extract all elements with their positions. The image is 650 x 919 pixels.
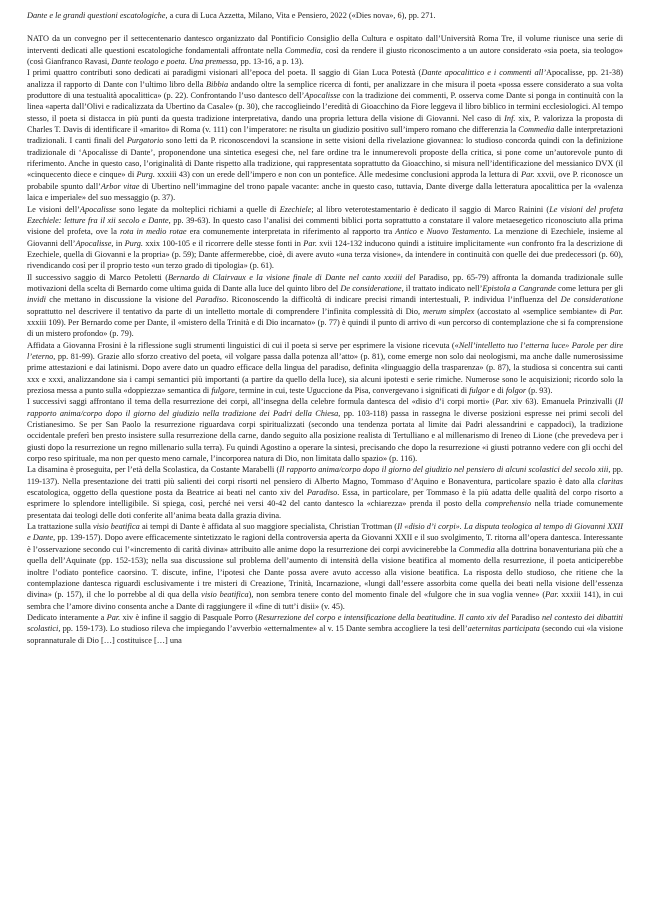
italic-text: comprehensio xyxy=(484,499,532,509)
italic-text: Antico xyxy=(395,227,417,237)
text-run: , termine in cui, teste Uguccione da Pisa, convergevano i significati di xyxy=(235,386,470,395)
text-run: xxxiii 109). Per Bernardo come per Dante, il «mistero della Trinità e di Dio incarnato» (p. 77) è quindi il punto di arrivo di «un percorso di contemplazione che si fa comprensione di un mistero profondo» (p. 79). xyxy=(27,317,623,339)
text-run: , pp. 139-157). Dopo avere efficacemente sintetizzato le ragioni della controversia aperta da Giovanni XXII e il suo svolgimento, T. ritorna all’opera dantesca. Interessante è l’osservazione secondo cui l’«incremento di carità divina» attribuito alle anime dopo la resurrezione dei corpi avvicinerebbe la xyxy=(27,533,623,554)
italic-text: Il rapporto anima/corpo dopo il giorno del giudizio nel pensiero di alcuni scolastici del secolo xiii xyxy=(279,465,609,475)
text-run: che mettano in discussione la visione del xyxy=(45,295,196,305)
italic-text: Ezechiele xyxy=(279,204,312,214)
text-run: , pp. 39-63). In questo caso l’analisi dei commenti biblici porta soprattutto a constatare il valore metaesegetico riconosciuto alla prima visione del profeta, ove la xyxy=(27,215,623,237)
text-run: sono legate da molteplici richiami a quelle di xyxy=(115,204,280,214)
italic-text: Commedia xyxy=(284,45,321,55)
text-run: Affidata a Giovanna Frosini è la riflessione sugli strumenti linguistici di cui il poeta si serve per esprimere la visione ricevuta (« xyxy=(27,340,459,350)
text-run: Il successivo saggio di Marco Petoletti ( xyxy=(27,272,168,282)
text-run: ; al libro veterotestamentario è dedicato il saggio di Marco Rainini ( xyxy=(311,204,550,214)
text-run: , pp. 159-173). Lo studioso rileva che impiegando l’avverbio «etternalmente» al v. 15 Dante sembra accogliere la tesi dell’ xyxy=(58,624,468,634)
text-run: ai tempi di Dante è affidata al suo maggiore specialista, Christian Trottman ( xyxy=(139,522,398,532)
text-run: NATO da un convegno per il settecentenario dantesco organizzato dal Pontificio Consiglio della Cultura e ospitato dall’Università Roma Tre, il volume riunisce una serie di interventi dedicati alle questioni escatologiche fondamentali affrontate nella xyxy=(27,34,623,55)
italic-text: Inf. xyxy=(504,113,516,123)
italic-text: Arbor vitae xyxy=(100,181,140,191)
text-run: Le visioni dell’ xyxy=(27,204,80,214)
paragraph xyxy=(27,340,623,397)
italic-text: Paradiso xyxy=(195,295,227,305)
text-run: xxxiii 141), in cui sembra che l’amore divino consenta anche a Dante di raggiungere il «fine di tutt’i disii» (v. 45). xyxy=(27,590,624,611)
italic-text: visio beatifica xyxy=(201,590,249,600)
text-run: , pp. 81-99). Grazie allo sforzo creativo del poeta, «il volgare passa dalla potenza all’atto» (p. 81), come emerge non solo dai neologismi, ma anche dalle numerosissime prime attestazioni e dai latinismi. Dopo avere dato un quadro efficace della lingua del paradiso, definita «linguaggio della trasparenza» (p. 87), la studiosa si concentra sui canti xxx e xxxi, analizzandone sia i campi semantici più importanti (a partire da quello della luce), sia alcuni ipotesti e serie rimiche. Numerose sono le acquisizioni; ricordo solo la preziosa messa a punto sulla «doppiezza» semantica di xyxy=(27,351,623,395)
italic-text: Nell’intelletto tuo l’etterna luce» Parole per dire l’eterno xyxy=(27,340,623,361)
text-run: . La menzione di Ezechiele, insieme al Giovanni dell’ xyxy=(27,227,624,248)
book-title: Dante e le grandi questioni escatologiche xyxy=(27,11,166,20)
italic-text: Dante teologo e poeta. Una premessa xyxy=(111,57,237,67)
text-run: xxxiii 43) con un erede dell’impero e non con un pontefice. Alle medesime conclusioni approda la lettura di xyxy=(154,170,522,180)
italic-text: claritas xyxy=(597,476,623,486)
text-run: era comunemente interpretata in riferimento al rapporto tra xyxy=(186,227,396,237)
text-run: , il trattato indicato nell’ xyxy=(401,283,483,293)
text-run: di Ubertino nell’immagine del trono papale vacante: anche in questo caso, tuttavia, Dante diverge dalla letteratura apocalittica per la «valenza laica e imperiale» del suo messaggio (p. 37). xyxy=(27,181,623,203)
text-run: I successivi saggi affrontano il tema della resurrezione dei corpi, all’insegna della celebre formula dantesca del «disio d’i corpi morti» ( xyxy=(27,397,496,407)
text-run: soprattutto nel descrivere il tentativo da parte di un intelletto mortale di comprendere l’infinita complessità di Dio, xyxy=(27,306,424,316)
text-run: (accostato al «semplice sembiante» di xyxy=(474,306,610,316)
italic-text: Par. xyxy=(609,306,623,316)
text-run: Paradiso, pp. 65-79) affronta la domanda tradizionale sulle motivazioni della scelta di Bernardo come ultima guida di Dante alla luce del quinto libro del xyxy=(27,272,623,293)
italic-text: Il «disio d’i corpi». La disputa teologica al tempo di Giovanni XXII e Dante xyxy=(27,522,624,543)
text-run: come lettura per gli xyxy=(555,283,623,293)
text-run: xiv è infine il saggio di Pasquale Porro ( xyxy=(120,612,258,622)
italic-text: Commedia xyxy=(518,125,555,135)
text-run: dalle interpretazioni tradizionali. I canti finali del xyxy=(27,125,624,146)
italic-text: Dante apocalittico e i commenti all’ xyxy=(421,68,547,78)
text-run: ), non sembra tenere conto del momento finale del «fulgore che in sua voglia venne» ( xyxy=(248,590,546,600)
text-run: Apocalisse, pp. 21-38) analizza il rapporto di Dante con l’ultimo libro della xyxy=(27,68,623,89)
text-run: nella triade comunemente presentata dai teologi delle doti conferite all’anima beata dalla grazia divina. xyxy=(27,499,623,520)
italic-text: Bibbia xyxy=(205,79,229,89)
text-run: e xyxy=(416,227,427,237)
paragraph xyxy=(27,612,623,646)
paragraph xyxy=(27,464,623,521)
italic-text: rota in medio rotae xyxy=(119,227,187,237)
text-run: andando oltre la semplice ricerca di fonti, per analizzare in che misura il poeta «possa essere considerato a sua volta produttore di una testualità apocalittica» (p. 22). Confrontando l’uso dantesco dell’ xyxy=(27,79,623,101)
italic-text: Epistola a Cangrande xyxy=(482,283,556,293)
text-run: La disamina è proseguita, per l’età della Scolastica, da Costante Marabelli ( xyxy=(27,465,280,475)
text-run: xvii 124-132 inducono quindi a istituire implicitamente «un confronto fra la descrizione di Ezechiele, quella di Giovanni e la propria» (p. 59); Dante affermerebbe, cioè, di avere avuto «una terza visione», da intendere in continuità con quelle dei due predecessori (p. 60), rivendicando così per il proprio testo «un terzo grado di tipologia» (p. 61). xyxy=(27,238,623,271)
text-run: Paradiso xyxy=(508,612,542,622)
text-run: escatologica, oggetto della questione posta da Beatrice ai beati nel canto xiv del xyxy=(27,488,307,498)
text-run: (p. 93). xyxy=(526,386,553,395)
text-run: La trattazione sulla xyxy=(27,522,93,532)
text-run: (secondo cui «la visione soprannaturale di Dio […] costituisce […] una xyxy=(27,624,623,645)
paragraph xyxy=(27,396,623,464)
text-run: xiv 63). Emanuela Prinzivalli ( xyxy=(508,397,618,407)
italic-text: Par. xyxy=(545,590,559,600)
text-run: xxix 100-105 e il ricorrere delle stesse fonti in xyxy=(142,238,304,248)
paragraph xyxy=(27,521,623,612)
text-run: xxvii, ove P. riconosce un probabile spunto dall’ xyxy=(27,170,624,191)
italic-text: Il rapporto anima/corpo dopo il giorno del giudizio nella tradizione dei Padri della Chiesa xyxy=(27,397,624,418)
text-run: sono letti da P. riconoscendovi la scansione in sette visioni della rivelazione giovannea: lo studioso concorda quindi con la definizione tradizionale di ‘Apocalisse di Dante’, proponendone una sintetica esegesi che, nel fare ordine tra le innumerevoli proposte della critica, si pone come un’autorevole punto di riferimento. Anche in questo caso, l’originalità di Dante rispetto alla tradizione, qui rappresentata soprattutto da Gioacchino, si misura nell’identificazione del messianico DVX (il «cinquecento diece e cinque» di xyxy=(27,136,623,180)
italic-text: De consideratione xyxy=(560,295,623,305)
text-run: , pp. 13-16, a p. 13). xyxy=(236,57,304,67)
text-run: con la tradizione dei commenti, P. osserva come Dante si ponga in continuità con la linea «aperta dall’Olivi e radicalizzata da Ubertino da Casale» (p. 30), che raccoglieindo l’eredità di Gioacchino da Fiore leggeva il libro biblico in termini ecclesiologici. Al tempo stesso, il poeta si distacca in più punti da questa tradizione interpretativa, dando una propria lettura della visione di Giovanni. Nel caso di xyxy=(27,91,624,123)
text-run: alla dottrina bonaventuriana più che a quella dell’Aquinate (pp. 152-153); nella sua discussione sul problema dell’aumento di intensità della visione beatifica al momento della resurrezione, il poeta anticiperebbe inoltre l’odiato pontefice caorsino. T. discute, infine, l’ipotesi che Dante possa avere avuto accesso alla visione beatifica. La risposta dello studioso, che ritiene che la contemplazione dantesca riguardi esclusivamente i tre misteri di Creazione, Trinità, Incarnazione, «lungi dall’essere assorbita come quella dei beati nella visione dell’essenza divina» (p. 157), il che lo porrebbe al di qua della xyxy=(27,544,623,600)
bibliographic-header xyxy=(27,10,623,21)
text-run: , pp. 103-118) passa in rassegna le diverse posizioni espresse nei primi secoli del Cristianesimo. Se per San Paolo la resurrezione riguardava corpi spiritualizzati (secondo una tendenza portata al limite dai Padri alessandrini e cappadoci), la tradizione occidentale preferì ben presto insistere sulla resurrezione della carne, dando seguito alla posizione realista di Tertulliano e al millenarismo di Ireneo di Lione (che prevedeva per i giusti dopo la resurrezione un regno millenario sulla terra). Fu quindi Agostino a operare la sintesi, precisando che dopo la resurrezione «i giusti potranno vedere con gli occhi del corpo reso spirituale, ma non per questo meno carnale, l’incorporea natura di Dio, non limitata dallo spazio» (p. 116). xyxy=(27,408,624,464)
paragraph xyxy=(27,204,623,272)
italic-text: fulgor xyxy=(469,386,490,395)
italic-text: visio beatifica xyxy=(92,522,140,532)
text-run: . Essa, in particolare, per Tommaso è la più adatta delle qualità del corpo risorto a esprimere lo splendore intelligibile. Si spiega, così, perché nei versi 40-42 del canto dantesco la «chiarezza» prenda il posto della xyxy=(27,488,623,509)
italic-text: folgor xyxy=(505,386,527,395)
italic-text: Paradiso xyxy=(306,488,338,498)
paragraph xyxy=(27,67,623,203)
italic-text: Par. xyxy=(106,612,121,622)
text-run: , pp. 119-137). Nella presentazione dei tratti più salienti dei corpi risorti nel pensiero di Alberto Magno, Tommaso d’Aquino e Bonaventura, particolare spazio è dato alla xyxy=(27,465,623,486)
italic-text: Nuovo Testamento xyxy=(426,227,489,237)
italic-text: Purgatorio xyxy=(126,136,164,146)
italic-text: Par. xyxy=(303,238,317,248)
italic-text: Apocalisse xyxy=(75,238,112,248)
italic-text: Bernardo di Clairvaux e la visione finale di Dante nel canto xxxiii del xyxy=(167,272,416,282)
italic-text: Par. xyxy=(495,397,509,407)
text-run: Dedicato interamente a xyxy=(27,612,107,622)
italic-text: fulgore xyxy=(211,386,235,395)
text-run: I primi quattro contributi sono dedicati ai paradigmi visionari all’epoca del poeta. Il saggio di Gian Luca Potestà ( xyxy=(27,68,422,78)
italic-text: merum simplex xyxy=(423,306,475,316)
italic-text: Purg. xyxy=(124,238,143,248)
text-run: , così da rendere il giusto riconoscimento a un autore considerato «sia poeta, sia teologo» (così Gianfranco Ravasi, xyxy=(27,45,623,67)
paragraph xyxy=(27,33,623,67)
review-body xyxy=(27,33,623,646)
book-publication-details: , a cura di Luca Azzetta, Milano, Vita e Pensiero, 2022 («Dies nova», 6), pp. 271. xyxy=(165,11,436,20)
italic-text: Apocalisse xyxy=(304,91,341,101)
italic-text: Resurrezione del corpo e intensificazione della beatitudine. Il canto xiv del xyxy=(257,612,509,622)
italic-text: invidi xyxy=(27,295,46,305)
text-run: . Riconoscendo la difficoltà di indicare precisi rimandi intertestuali, P. individua l’influenza del xyxy=(226,295,561,305)
paragraph xyxy=(27,272,623,340)
italic-text: Commedia xyxy=(458,544,495,554)
italic-text: nel contesto dei dibattiti scolastici xyxy=(27,612,623,634)
text-run: e di xyxy=(489,386,506,395)
italic-text: Le visioni del profeta Ezechiele: letture fra il xii secolo e Dante xyxy=(27,204,623,225)
page xyxy=(27,10,623,646)
italic-text: De consideratione xyxy=(340,283,402,293)
text-run: , in xyxy=(111,238,125,248)
text-run: xix, P. valorizza la proposta di Charles T. Davis di identificare il «marito» di Roma (v. 111) con l’imperatore: ne risulta un giudizio positivo sull’impero romano che differenzia la xyxy=(27,113,624,135)
italic-text: Apocalisse xyxy=(79,204,116,214)
italic-text: Par. xyxy=(521,170,535,180)
italic-text: aeternitas participata xyxy=(467,624,540,634)
italic-text: Purg. xyxy=(136,170,155,180)
